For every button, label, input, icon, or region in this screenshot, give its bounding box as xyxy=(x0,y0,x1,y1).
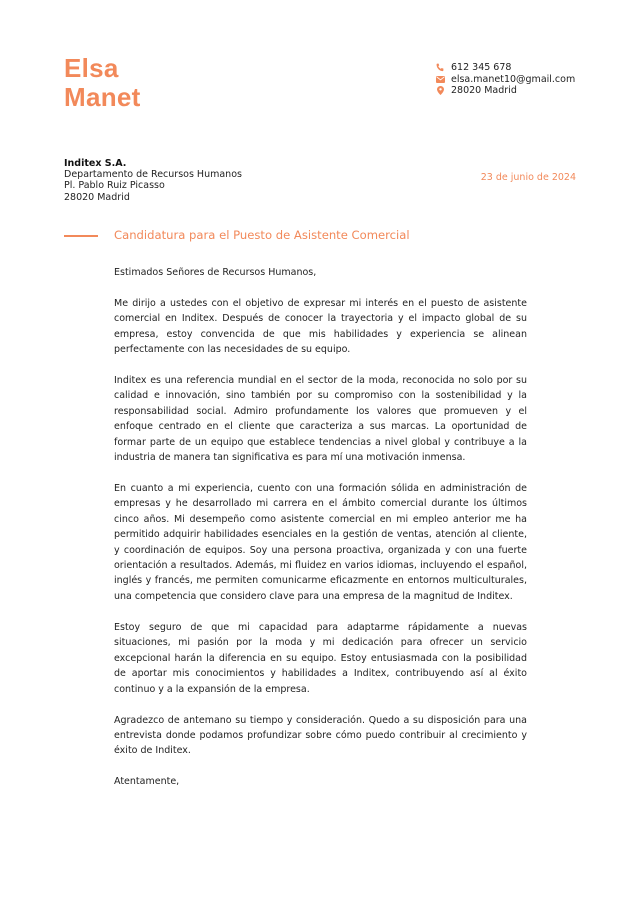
recipient-department: Departamento de Recursos Humanos xyxy=(64,169,242,181)
sender-last-name: Manet xyxy=(64,82,141,112)
paragraph: Estoy seguro de que mi capacidad para adaptarme rápidamente a nuevas situaciones, mi pasión por la moda y mi dedicación para ofrecer un servicio excepcional harán la diferencia en su equipo. Estoy entusiasmada con la posibilidad de aportar mis conocimientos y habilidades a Inditex, contribuyendo así al éxito continuo y a la expansión de la empresa. xyxy=(114,621,527,695)
subject-divider xyxy=(64,235,98,237)
recipient-city: 28020 Madrid xyxy=(64,191,130,203)
paragraph: Inditex es una referencia mundial en el sector de la moda, reconocida no solo por su calidad e innovación, sino también por su compromiso con la sostenibilidad y la responsabilidad social. Admiro profundamente los valores que promueven y el enfoque centrado en el cliente que caracteriza a sus marcas. La oportunidad de formar parte de un equipo que establece tendencias a nivel global y contribuye a la industria de manera tan significativa es para mí una motivación inmensa. xyxy=(114,375,527,464)
recipient-block xyxy=(64,158,242,203)
location-pin-icon xyxy=(434,86,446,95)
mail-icon xyxy=(434,76,446,83)
recipient-company: Inditex S.A. xyxy=(64,158,127,169)
letter-body xyxy=(114,265,527,805)
contact-address xyxy=(434,85,575,97)
paragraph: En cuanto a mi experiencia, cuento con una formación sólida en administración de empresas y he desarrollado mi carrera en el ámbito comercial durante los últimos cinco años. Mi desempeño como asistente comercial en mi empleo anterior me ha permitido adquirir habilidades esenciales en la gestión de ventas, atención al cliente, y coordinación de equipos. Soy una persona proactiva, organizada y con una fuerte orientación a resultados. Además, mi fluidez en varios idiomas, incluyendo el español, inglés y francés, me permiten comunicarme eficazmente en entornos multiculturales, una competencia que considero clave para una empresa de la magnitud de Inditex. xyxy=(114,483,527,602)
sender-name xyxy=(64,54,141,112)
letter-date: 23 de junio de 2024 xyxy=(480,172,576,183)
phone-icon xyxy=(434,63,446,72)
sender-first-name: Elsa xyxy=(64,53,119,83)
paragraph: Agradezco de antemano su tiempo y consideración. Quedo a su disposición para una entrevista donde podamos profundizar sobre cómo puedo contribuir al crecimiento y éxito de Inditex. xyxy=(114,714,527,757)
phone-text: 612 345 678 xyxy=(451,62,512,73)
paragraph: Me dirijo a ustedes con el objetivo de expresar mi interés en el puesto de asistente comercial en Inditex. Después de conocer la trayectoria y el impacto global de su empresa, estoy convencida de que mis habilidades y experiencia se alinean perfectamente con las necesidades de su equipo. xyxy=(114,297,527,356)
contact-phone xyxy=(434,62,575,74)
letter-subject: Candidatura para el Puesto de Asistente Comercial xyxy=(114,228,410,242)
contact-email xyxy=(434,74,575,86)
closing: Atentamente, xyxy=(114,776,180,788)
greeting: Estimados Señores de Recursos Humanos, xyxy=(114,267,317,278)
contact-block xyxy=(434,62,575,97)
email-text[interactable]: elsa.manet10@gmail.com xyxy=(451,73,576,85)
recipient-street: Pl. Pablo Ruiz Picasso xyxy=(64,180,165,192)
address-text: 28020 Madrid xyxy=(451,85,517,96)
